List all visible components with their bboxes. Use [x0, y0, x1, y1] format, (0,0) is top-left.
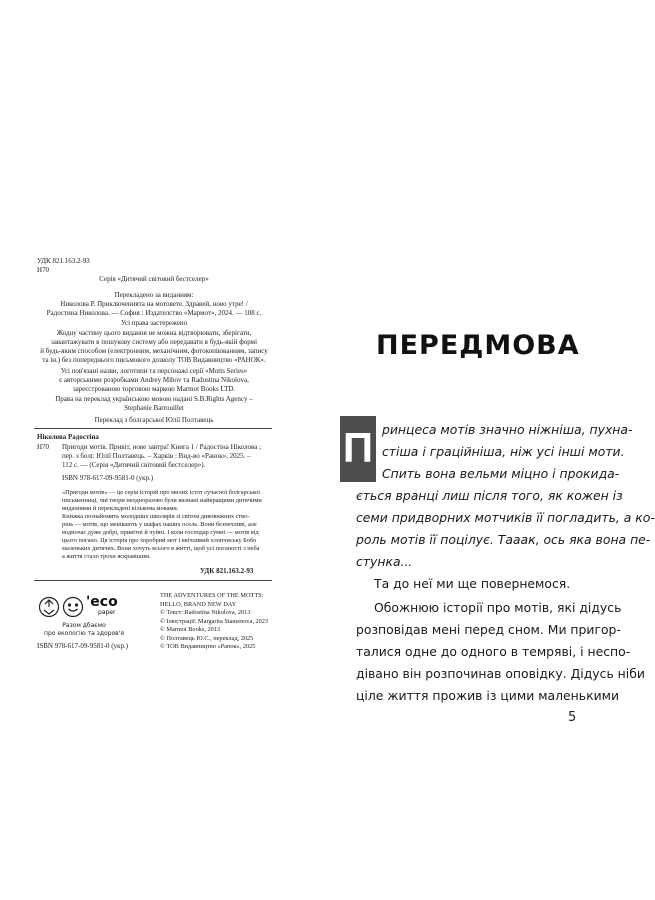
rights-reserved: Усі права застережено — [120, 319, 188, 327]
agency-notice-line: Права на переклад українською мовою надані S.B.Rights Agency – — [55, 395, 253, 403]
catalog-code: Н70 — [37, 443, 50, 451]
preface-italic-line: Спить вона вельми міцно і прокида- — [382, 466, 620, 481]
preface-paragraph-line: Обожнюю історії про мотів, які дідусь — [374, 600, 622, 615]
series-line: Серія «Дитячий світовий бестселер» — [99, 275, 209, 283]
preface-paragraph-line: дівано він розпочинав оповідку. Дідусь ніби — [356, 666, 645, 681]
copyright-line: THE ADVENTURES OF THE MOTTS: — [160, 592, 264, 599]
preface-italic-line: ринцеса мотів значно ніжніша, пухна- — [382, 422, 633, 437]
annotation-line: виданнями й перекладені кількома мовами. — [62, 505, 179, 512]
annotation-line: «Пригоди мотів» — це серія історій про милих істот сучасної болгарської — [62, 489, 260, 496]
translated-from-label: Перекладено за виданням: — [114, 291, 194, 299]
divider — [34, 580, 272, 581]
preface-paragraph-line: розповідав мені перед сном. Ми пригор- — [356, 622, 621, 637]
catalog-author: Ніколова Радостіна — [37, 433, 99, 441]
eco-logo-subtext: paper — [98, 609, 116, 616]
eco-caption-line: Разом дбаємо — [62, 622, 106, 629]
annotation-line: письменниці, чиї твори неодноразово були визнані найкращими дитячими — [62, 497, 262, 504]
trademark-notice-line: зареєстрованою торговою маркою Marmot Books LTD. — [72, 385, 236, 393]
annotation-line: рінь — мотів, що мешкають у шафах наших осель. Вони безпечливі, але — [62, 521, 257, 528]
eco-logo-text: 'eco — [86, 594, 118, 610]
udk-code-top: УДК 821.163.2-93 — [37, 257, 90, 265]
catalog-isbn: ISBN 978-617-09-9581-0 (укр.) — [62, 474, 154, 482]
preface-italic-line: роль мотів її поцілує. Тааак, ось яка вона пе- — [356, 532, 651, 547]
annotation-line: Книжка познайомить молодших школярів зі світом дивовижних ство- — [62, 513, 250, 520]
udk-code-bottom: УДК 821.163.2-93 — [200, 567, 254, 575]
reproduction-notice-line: завантажувати в пошукову систему або передавати в будь-якій формі — [50, 338, 258, 346]
original-edition-line: Николова Р. Приключенията на мотовете. Здравей, ново утре! / — [60, 300, 248, 308]
preface-page — [300, 0, 655, 900]
trademark-notice-line: Усі пов'язані назви, логотипи та персонажі серії «Motts Series» — [60, 367, 248, 375]
eco-paper-logo — [86, 594, 126, 618]
reproduction-notice-line: та ін.) без попереднього письмового дозволу ТОВ Видавництво «РАНОК». — [42, 356, 266, 364]
copyright-line: © Marmot Books, 2013 — [160, 626, 221, 633]
author-mark-top: Н70 — [37, 266, 50, 274]
catalog-description-line: пер. з болг. Юлії Полтавець. – Харків : Вид-во «Ранок», 2025. – — [62, 452, 251, 460]
preface-italic-line: ється вранці лиш після того, як кожен із — [356, 488, 623, 503]
agency-notice-line: Stephanie Barrouillet — [124, 404, 184, 412]
annotation-line: цього погано. Ця історія про хоробрий мот і ввічливий хлопчиську Бобо — [62, 537, 257, 544]
chapter-title: ПЕРЕДМОВА — [376, 330, 580, 361]
copyright-line: © Ілюстрації: Margarita Stamenova, 2023 — [160, 617, 269, 625]
annotation-line: водночас дуже добрі, привітні й чуйні. І коли господар сумні — мотів від — [62, 529, 259, 536]
translator-credit: Переклад з болгарської Юлії Полтавець — [94, 416, 214, 424]
smiley-icon — [62, 596, 84, 618]
annotation-line: маленьких дитячих. Вони хочуть всього в житті, щоб усі поганості з неба — [62, 545, 260, 552]
preface-paragraph-line: ціле життя прожив із цими маленькими — [356, 688, 620, 703]
drop-cap — [340, 416, 376, 482]
recycle-icon — [38, 596, 60, 618]
copyright-line: HELLO, BRAND NEW DAY — [160, 600, 237, 608]
isbn-bottom: ISBN 978-617-09-9581-0 (укр.) — [37, 642, 129, 650]
divider — [34, 428, 272, 429]
preface-italic-line: стіша і граційніша, ніж усі інші моти. — [382, 444, 625, 459]
imprint-page — [0, 0, 300, 900]
reproduction-notice-line: й будь-яким способом (електронним, механічним, фотокопіюванням, запису — [40, 347, 268, 355]
catalog-description-line: 112 с. — (Серія «Дитячий світовий бестселер»). — [62, 461, 206, 469]
annotation-line: а життя стало трохи яскравішим. — [62, 553, 151, 560]
eco-caption — [44, 622, 124, 638]
copyright-line: © Полтавець Ю.С., переклад, 2025 — [160, 634, 254, 642]
eco-caption-line: про екологію та здоров'я — [44, 630, 124, 637]
page-number: 5 — [568, 710, 577, 725]
drop-cap-letter: П — [342, 424, 374, 471]
preface-paragraph: Та до неї ми ще повернемося. — [374, 576, 571, 591]
catalog-description-line: Пригоди мотів. Привіт, нове завтра! Книга 1 / Радостіна Ніколова ; — [62, 443, 262, 451]
original-edition-line: Радостина Николова. — София : Издателство «Мармот», 2024. — 108 с. — [46, 309, 262, 317]
preface-paragraph-line: талися одне до одного в темряві, і неспо- — [356, 644, 631, 659]
reproduction-notice-line: Жодну частину цього видання не можна відтворювати, зберігати, — [56, 329, 252, 337]
copyright-line: © ТОВ Видавництво «Ранок», 2025 — [160, 643, 256, 650]
copyright-line: © Текст: Radostina Nikolova, 2013 — [160, 609, 251, 616]
copyright-block — [160, 592, 268, 652]
trademark-notice-line: є авторськими розробками Andrey Mihov та Radostina Nikolova, — [59, 376, 249, 384]
preface-italic-line: семи придворних мотчиків її погладить, а ко- — [356, 510, 655, 525]
preface-italic-line: стунка... — [356, 554, 413, 569]
